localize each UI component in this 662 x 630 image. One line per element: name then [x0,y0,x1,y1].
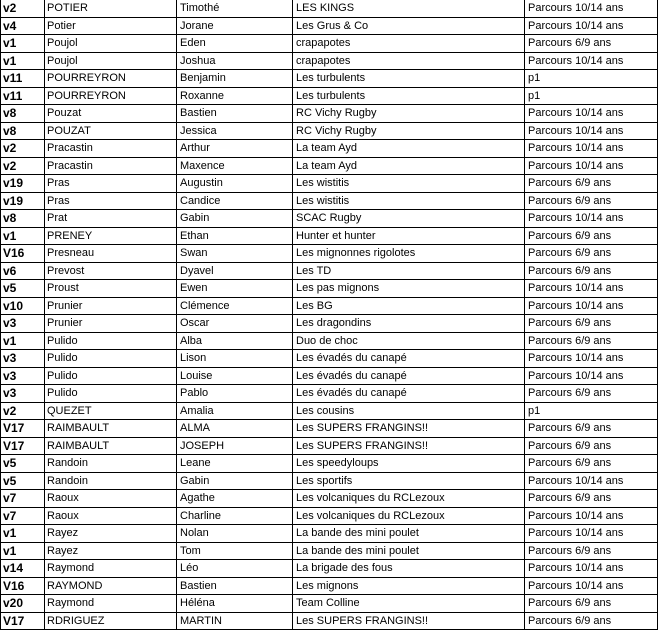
group-cell[interactable]: v19 [1,175,45,193]
course-cell[interactable]: Parcours 10/14 ans [525,140,658,158]
last-name-cell[interactable]: Prevost [45,262,177,280]
course-cell[interactable]: Parcours 6/9 ans [525,175,658,193]
last-name-cell[interactable]: RAIMBAULT [45,420,177,438]
table-row [1,525,658,543]
group-cell[interactable]: v20 [1,595,45,613]
table-row [1,577,658,595]
last-name-cell[interactable]: Pulido [45,350,177,368]
course-cell[interactable]: Parcours 10/14 ans [525,297,658,315]
first-name-cell[interactable]: Amalia [177,402,293,420]
group-cell[interactable]: v5 [1,472,45,490]
last-name-cell[interactable]: RDRIGUEZ [45,612,177,630]
group-cell[interactable]: v1 [1,35,45,53]
team-cell[interactable]: La team Ayd [293,140,525,158]
table-row [1,332,658,350]
last-name-cell[interactable]: Pracastin [45,157,177,175]
last-name-cell[interactable]: Raymond [45,595,177,613]
table-row [1,140,658,158]
first-name-cell[interactable]: Léo [177,560,293,578]
last-name-cell[interactable]: Poujol [45,35,177,53]
first-name-cell[interactable]: Alba [177,332,293,350]
course-cell[interactable]: Parcours 10/14 ans [525,525,658,543]
team-cell[interactable]: Les TD [293,262,525,280]
team-cell[interactable]: La brigade des fous [293,560,525,578]
group-cell[interactable]: v8 [1,105,45,123]
first-name-cell[interactable]: Oscar [177,315,293,333]
group-cell[interactable]: V17 [1,612,45,630]
team-cell[interactable]: Les SUPERS FRANGINS!! [293,420,525,438]
course-cell[interactable]: Parcours 10/14 ans [525,577,658,595]
first-name-cell[interactable]: Nolan [177,525,293,543]
team-cell[interactable]: Les turbulents [293,87,525,105]
team-cell[interactable]: Les volcaniques du RCLezoux [293,490,525,508]
team-cell[interactable]: RC Vichy Rugby [293,105,525,123]
course-cell[interactable]: Parcours 6/9 ans [525,227,658,245]
last-name-cell[interactable]: Pras [45,192,177,210]
table-row [1,402,658,420]
first-name-cell[interactable]: Gabin [177,210,293,228]
group-cell[interactable]: v1 [1,542,45,560]
last-name-cell[interactable]: POURREYRON [45,70,177,88]
table-row [1,227,658,245]
table-row [1,105,658,123]
group-cell[interactable]: V16 [1,577,45,595]
course-cell[interactable]: Parcours 10/14 ans [525,280,658,298]
last-name-cell[interactable]: POUZAT [45,122,177,140]
table-row [1,280,658,298]
table-row [1,122,658,140]
course-cell[interactable]: p1 [525,402,658,420]
team-cell[interactable]: SCAC Rugby [293,210,525,228]
group-cell[interactable]: V16 [1,245,45,263]
table-row [1,560,658,578]
table-row [1,542,658,560]
team-cell[interactable]: Les wistitis [293,192,525,210]
course-cell[interactable]: Parcours 10/14 ans [525,507,658,525]
first-name-cell[interactable]: ALMA [177,420,293,438]
group-cell[interactable]: v7 [1,507,45,525]
team-cell[interactable]: LES KINGS [293,0,525,17]
table-row [1,507,658,525]
course-cell[interactable]: Parcours 6/9 ans [525,332,658,350]
group-cell[interactable]: v1 [1,52,45,70]
last-name-cell[interactable]: Rayez [45,525,177,543]
course-cell[interactable]: Parcours 10/14 ans [525,367,658,385]
course-cell[interactable]: Parcours 10/14 ans [525,122,658,140]
last-name-cell[interactable]: Pracastin [45,140,177,158]
first-name-cell[interactable]: Héléna [177,595,293,613]
group-cell[interactable]: v11 [1,87,45,105]
course-cell[interactable]: Parcours 6/9 ans [525,245,658,263]
team-cell[interactable]: Les wistitis [293,175,525,193]
first-name-cell[interactable]: Dyavel [177,262,293,280]
first-name-cell[interactable]: Tom [177,542,293,560]
first-name-cell[interactable]: Maxence [177,157,293,175]
group-cell[interactable]: V17 [1,420,45,438]
group-cell[interactable]: v2 [1,140,45,158]
first-name-cell[interactable]: Benjamin [177,70,293,88]
table-row [1,350,658,368]
first-name-cell[interactable]: Roxanne [177,87,293,105]
table-row [1,420,658,438]
last-name-cell[interactable]: Poujol [45,52,177,70]
table-row [1,490,658,508]
team-cell[interactable]: crapapotes [293,35,525,53]
last-name-cell[interactable]: RAIMBAULT [45,437,177,455]
first-name-cell[interactable]: Joshua [177,52,293,70]
course-cell[interactable]: Parcours 6/9 ans [525,437,658,455]
table-row [1,192,658,210]
group-cell[interactable]: v8 [1,210,45,228]
first-name-cell[interactable]: JOSEPH [177,437,293,455]
first-name-cell[interactable]: Ewen [177,280,293,298]
table-row [1,210,658,228]
first-name-cell[interactable]: Agathe [177,490,293,508]
course-cell[interactable]: p1 [525,70,658,88]
group-cell[interactable]: v8 [1,122,45,140]
last-name-cell[interactable]: Potier [45,17,177,35]
first-name-cell[interactable]: Augustin [177,175,293,193]
first-name-cell[interactable]: Swan [177,245,293,263]
group-cell[interactable]: v1 [1,227,45,245]
table-row [1,52,658,70]
last-name-cell[interactable]: Pulido [45,332,177,350]
last-name-cell[interactable]: RAYMOND [45,577,177,595]
first-name-cell[interactable]: Jorane [177,17,293,35]
course-cell[interactable]: Parcours 6/9 ans [525,612,658,630]
first-name-cell[interactable]: Lison [177,350,293,368]
team-cell[interactable]: Les mignonnes rigolotes [293,245,525,263]
last-name-cell[interactable]: Raymond [45,560,177,578]
first-name-cell[interactable]: MARTIN [177,612,293,630]
course-cell[interactable]: p1 [525,87,658,105]
group-cell[interactable]: v2 [1,402,45,420]
team-cell[interactable]: La bande des mini poulet [293,542,525,560]
team-cell[interactable]: Les volcaniques du RCLezoux [293,507,525,525]
table-row [1,437,658,455]
last-name-cell[interactable]: Randoin [45,472,177,490]
last-name-cell[interactable]: Prunier [45,315,177,333]
course-cell[interactable]: Parcours 6/9 ans [525,542,658,560]
first-name-cell[interactable]: Clémence [177,297,293,315]
first-name-cell[interactable]: Ethan [177,227,293,245]
course-cell[interactable]: Parcours 6/9 ans [525,35,658,53]
group-cell[interactable]: v1 [1,525,45,543]
last-name-cell[interactable]: Rayez [45,542,177,560]
last-name-cell[interactable]: POTIER [45,0,177,17]
table-row [1,87,658,105]
first-name-cell[interactable]: Bastien [177,577,293,595]
group-cell[interactable]: v4 [1,17,45,35]
group-cell[interactable]: v3 [1,367,45,385]
last-name-cell[interactable]: QUEZET [45,402,177,420]
course-cell[interactable]: Parcours 6/9 ans [525,595,658,613]
first-name-cell[interactable]: Candice [177,192,293,210]
team-cell[interactable]: Les dragondins [293,315,525,333]
last-name-cell[interactable]: Pouzat [45,105,177,123]
last-name-cell[interactable]: Raoux [45,490,177,508]
team-cell[interactable]: Les sportifs [293,472,525,490]
group-cell[interactable]: v1 [1,332,45,350]
course-cell[interactable]: Parcours 6/9 ans [525,455,658,473]
table-row [1,385,658,403]
last-name-cell[interactable]: Prat [45,210,177,228]
team-cell[interactable]: Les cousins [293,402,525,420]
team-cell[interactable]: Les évadés du canapé [293,350,525,368]
course-cell[interactable]: Parcours 10/14 ans [525,210,658,228]
table-row [1,17,658,35]
team-cell[interactable]: Les pas mignons [293,280,525,298]
team-cell[interactable]: Les turbulents [293,70,525,88]
group-cell[interactable]: v2 [1,0,45,17]
course-cell[interactable]: Parcours 10/14 ans [525,17,658,35]
course-cell[interactable]: Parcours 6/9 ans [525,262,658,280]
table-row [1,35,658,53]
first-name-cell[interactable]: Charline [177,507,293,525]
group-cell[interactable]: v3 [1,385,45,403]
team-cell[interactable]: Les speedyloups [293,455,525,473]
last-name-cell[interactable]: Raoux [45,507,177,525]
course-cell[interactable]: Parcours 10/14 ans [525,52,658,70]
table-row [1,472,658,490]
group-cell[interactable]: V17 [1,437,45,455]
group-cell[interactable]: v3 [1,315,45,333]
first-name-cell[interactable]: Gabin [177,472,293,490]
team-cell[interactable]: Les SUPERS FRANGINS!! [293,437,525,455]
last-name-cell[interactable]: POURREYRON [45,87,177,105]
team-cell[interactable]: Hunter et hunter [293,227,525,245]
table-row [1,245,658,263]
group-cell[interactable]: v10 [1,297,45,315]
course-cell[interactable]: Parcours 6/9 ans [525,490,658,508]
table-row [1,455,658,473]
participants-table-body [1,0,658,630]
team-cell[interactable]: Duo de choc [293,332,525,350]
table-row [1,315,658,333]
table-row [1,157,658,175]
last-name-cell[interactable]: PRENEY [45,227,177,245]
course-cell[interactable]: Parcours 10/14 ans [525,157,658,175]
group-cell[interactable]: v7 [1,490,45,508]
team-cell[interactable]: Les mignons [293,577,525,595]
group-cell[interactable]: v2 [1,157,45,175]
group-cell[interactable]: v3 [1,350,45,368]
group-cell[interactable]: v19 [1,192,45,210]
table-row [1,0,658,17]
group-cell[interactable]: v14 [1,560,45,578]
course-cell[interactable]: Parcours 10/14 ans [525,105,658,123]
table-row [1,612,658,630]
last-name-cell[interactable]: Pras [45,175,177,193]
team-cell[interactable]: Les évadés du canapé [293,385,525,403]
course-cell[interactable]: Parcours 10/14 ans [525,0,658,17]
course-cell[interactable]: Parcours 6/9 ans [525,385,658,403]
team-cell[interactable]: RC Vichy Rugby [293,122,525,140]
team-cell[interactable]: Team Colline [293,595,525,613]
team-cell[interactable]: La bande des mini poulet [293,525,525,543]
course-cell[interactable]: Parcours 6/9 ans [525,192,658,210]
team-cell[interactable]: Les SUPERS FRANGINS!! [293,612,525,630]
course-cell[interactable]: Parcours 10/14 ans [525,560,658,578]
table-row [1,262,658,280]
table-row [1,70,658,88]
first-name-cell[interactable]: Leane [177,455,293,473]
last-name-cell[interactable]: Presneau [45,245,177,263]
table-row [1,367,658,385]
team-cell[interactable]: crapapotes [293,52,525,70]
last-name-cell[interactable]: Pulido [45,367,177,385]
first-name-cell[interactable]: Pablo [177,385,293,403]
last-name-cell[interactable]: Pulido [45,385,177,403]
course-cell[interactable]: Parcours 6/9 ans [525,420,658,438]
table-row [1,595,658,613]
course-cell[interactable]: Parcours 6/9 ans [525,315,658,333]
group-cell[interactable]: v5 [1,455,45,473]
last-name-cell[interactable]: Prunier [45,297,177,315]
first-name-cell[interactable]: Eden [177,35,293,53]
table-row [1,175,658,193]
first-name-cell[interactable]: Louise [177,367,293,385]
group-cell[interactable]: v11 [1,70,45,88]
first-name-cell[interactable]: Bastien [177,105,293,123]
group-cell[interactable]: v5 [1,280,45,298]
course-cell[interactable]: Parcours 10/14 ans [525,472,658,490]
table-row [1,297,658,315]
last-name-cell[interactable]: Randoin [45,455,177,473]
course-cell[interactable]: Parcours 10/14 ans [525,350,658,368]
group-cell[interactable]: v6 [1,262,45,280]
first-name-cell[interactable]: Jessica [177,122,293,140]
last-name-cell[interactable]: Proust [45,280,177,298]
team-cell[interactable]: La team Ayd [293,157,525,175]
first-name-cell[interactable]: Arthur [177,140,293,158]
team-cell[interactable]: Les BG [293,297,525,315]
first-name-cell[interactable]: Timothé [177,0,293,17]
team-cell[interactable]: Les évadés du canapé [293,367,525,385]
team-cell[interactable]: Les Grus & Co [293,17,525,35]
